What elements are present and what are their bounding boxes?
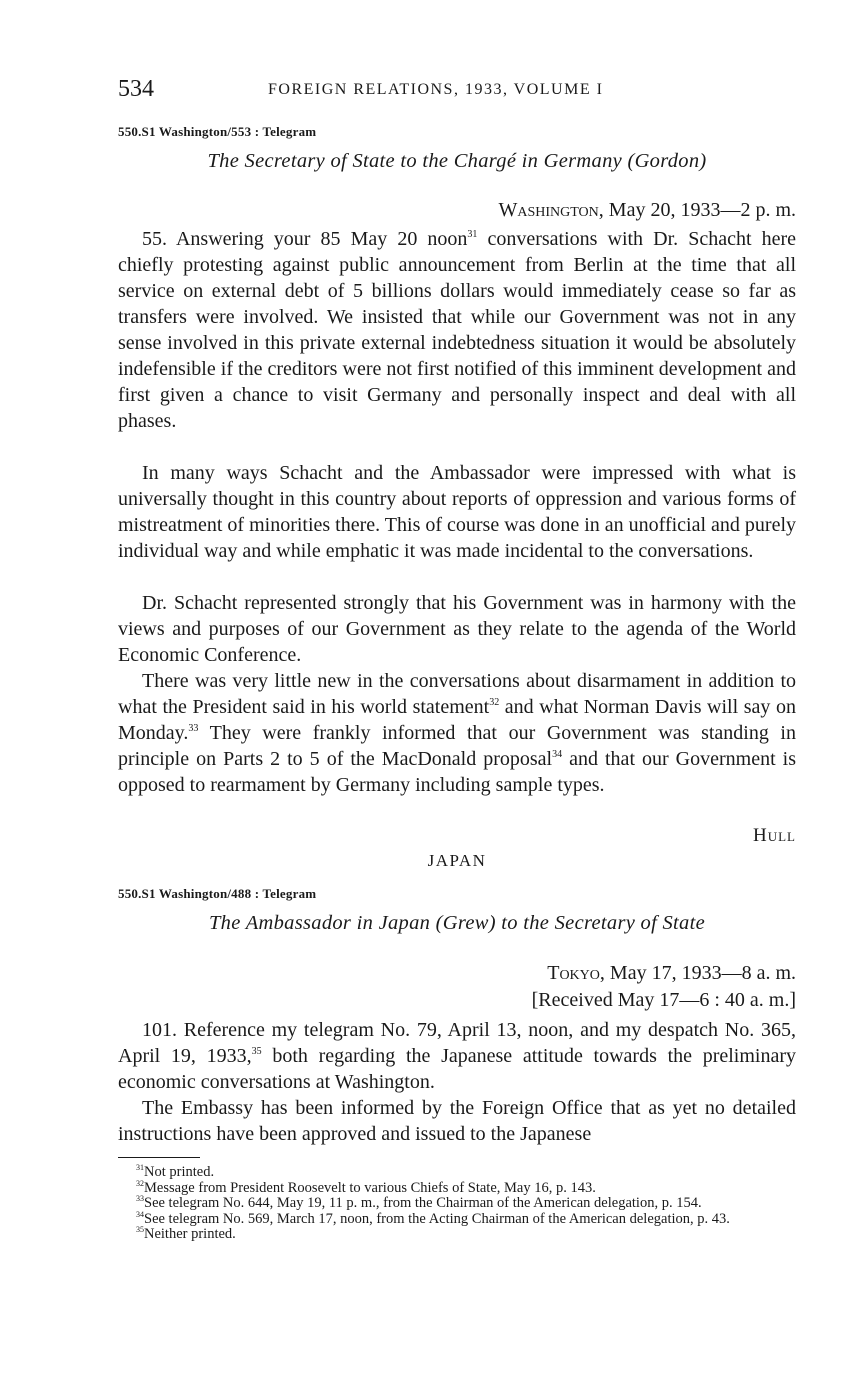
paragraph: 101. Reference my telegram No. 79, April 13, noon, and my despatch No. 365, April 19, 1933,35 both regarding the Japanese attitude towards the preliminary economic conversations at Washington.: [118, 1019, 797, 1093]
dateline-date: , May 17, 1933—8 a. m.: [599, 962, 796, 984]
dateline-place: Washington: [498, 199, 599, 221]
page-header: [118, 76, 796, 106]
footnote-ref: 33: [188, 723, 199, 734]
footnote-number: 33: [136, 1194, 144, 1203]
footnote: $^{31}$Not printed.: [136, 1163, 215, 1180]
signature: Hull: [753, 825, 796, 846]
footnotes: [118, 1165, 796, 1243]
paragraph: The Embassy has been informed by the Foreign Office that as yet no detailed instructions have been approved and issued to the Japanese: [118, 1097, 796, 1145]
footnote-ref: 34: [552, 749, 563, 760]
running-title: FOREIGN RELATIONS, 1933, VOLUME I: [268, 81, 604, 98]
footnote-number: 31: [136, 1163, 144, 1172]
footnote-number: 35: [136, 1225, 144, 1234]
page-number: 534: [118, 76, 154, 102]
paragraph: In many ways Schacht and the Ambassador were impressed with what is universally thought in this country about reports of oppression and various forms of mistreatment of minorities there. This of course was done in an unofficial and purely individual way and while emphatic it was made incidental to the conversations.: [118, 462, 796, 562]
footnote: $^{35}$Neither printed.: [136, 1225, 236, 1242]
footnote-number: 34: [136, 1209, 144, 1219]
dateline-date: , May 20, 1933—2 p. m.: [598, 199, 796, 221]
footnote-ref: 32: [489, 697, 500, 708]
file-reference-2: 550.S1 Washington/488 : Telegram: [118, 886, 317, 901]
footnote-number: 32: [136, 1178, 144, 1188]
section-heading: JAPAN: [427, 851, 487, 870]
footnote-ref: 35: [251, 1046, 262, 1057]
received-line: [Received May 17—6 : 40 a. m.]: [531, 989, 796, 1011]
paragraph: 55. Answering your 85 May 20 noon$^{31}$ conversations with Dr. Schacht here chiefly protesting against public announcement from Berlin at the time that all service on external debt of 5 billions dollars would immediately cease so far as transfers were involved. We insisted that while our Government was not in any sense involved in this private external indebtedness situation it would be absolutely indefensible if the creditors were not first notified of this imminent development and first given a chance to visit Germany and personally inspect and deal with all phases.: [118, 228, 796, 432]
dateline-place: Tokyo: [547, 962, 600, 984]
footnote-divider: [118, 1157, 200, 1158]
footnote: $^{32}$Message from President Roosevelt to various Chiefs of State, May 16, p. 143.: [136, 1178, 596, 1196]
paragraph: There was very little new in the conversations about disarmament in addition to what the President said in his world statement$^{32}$ and what Norman Davis will say on Monday.$^{33}$ They were frankly informed that our Government was standing in principle on Parts 2 to 5 of the MacDonald proposal$^{34}$ and that our Government is opposed to rearmament by Germany including sample types.: [118, 670, 796, 796]
footnote: $^{33}$See telegram No. 644, May 19, 11 p. m., from the Chairman of the American delegation, p. 154.: [136, 1194, 702, 1211]
footnote-ref: 31: [467, 229, 478, 240]
dateline-2: [547, 960, 796, 986]
paragraph: Dr. Schacht represented strongly that his Government was in harmony with the views and purposes of our Government as they relate to the agenda of the World Economic Conference.: [118, 592, 796, 666]
footnote: $^{34}$See telegram No. 569, March 17, noon, from the Acting Chairman of the American delegation, p. 43.: [136, 1209, 730, 1227]
dateline-1: [498, 197, 796, 223]
document-title-2: The Ambassador in Japan (Grew) to the Secretary of State: [208, 912, 706, 934]
document-title-1: The Secretary of State to the Chargé in Germany (Gordon): [207, 150, 707, 172]
file-reference-1: 550.S1 Washington/553 : Telegram: [118, 124, 317, 139]
